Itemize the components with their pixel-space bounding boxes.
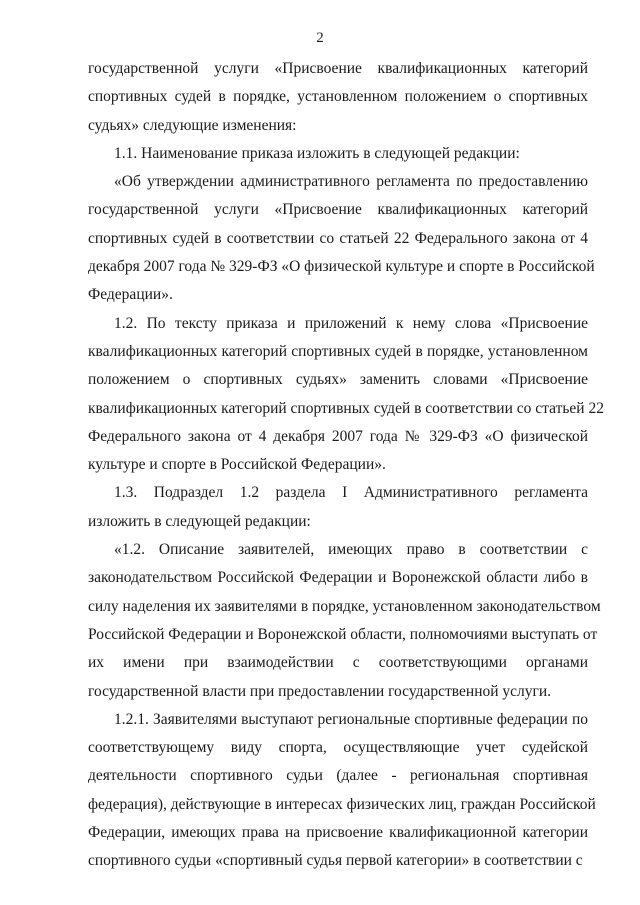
text-line: 1.2. По тексту приказа и приложений к нему слова «Присвоение: [114, 314, 588, 332]
text-line: государственной услуги «Присвоение квалификационных категорий: [88, 60, 588, 77]
paragraph-item-1-2: [88, 310, 604, 480]
text-line: судьях» следующие изменения:: [88, 116, 297, 134]
text-line: квалификационных категорий спортивных судей в порядке, установленном: [88, 342, 588, 360]
paragraph-item-1-2-1: [88, 706, 596, 876]
text-line: 1.2.1. Заявителями выступают региональные спортивные федерации по: [114, 710, 588, 728]
text-line: культуре и спорте в Российской Федерации».: [88, 456, 386, 474]
text-line: «1.2. Описание заявителей, имеющих право в соответствии с: [114, 541, 588, 559]
text-line: Федерации».: [88, 286, 173, 304]
paragraph-intro: [88, 55, 588, 140]
text-line: Российской Федерации и Воронежской области, полномочиями выступать от: [88, 625, 598, 643]
paragraph-item-1-1-text: [88, 168, 595, 309]
text-line: федерация), действующие в интересах физических лиц, граждан Российской: [88, 795, 596, 813]
text-line: спортивных судей в соответствии со статьей 22 Федерального закона от 4: [88, 229, 588, 247]
text-line: соответствующему виду спорта, осуществляющие учет судейской: [88, 739, 588, 757]
paragraph-item-1-3-text: [88, 536, 601, 706]
text-line: «Об утверждении административного регламента по предоставлению: [114, 173, 588, 191]
text-line: государственной власти при предоставлении государственной услуги.: [88, 682, 552, 700]
text-line: Федерального закона от 4 декабря 2007 года № 329-ФЗ «О физической: [88, 427, 588, 445]
text-line: положением о спортивных судьях» заменить словами «Присвоение: [88, 371, 588, 389]
text-line: законодательством Российской Федерации и Воронежской области либо в: [88, 569, 588, 587]
text-line: изложить в следующей редакции:: [88, 512, 311, 530]
text-line: государственной услуги «Присвоение квалификационных категорий: [88, 201, 588, 219]
text-line: деятельности спортивного судьи (далее - региональная спортивная: [88, 767, 588, 785]
text-line: спортивного судьи «спортивный судья первой категории» в соответствии с: [88, 852, 583, 870]
page-number: 2: [316, 30, 324, 46]
text-line: 1.3. Подраздел 1.2 раздела I Административного регламента: [114, 484, 588, 502]
document-body: [88, 55, 604, 876]
text-line: их имени при взаимодействии с соответствующими органами: [88, 654, 588, 672]
paragraph-item-1-3: [88, 479, 588, 536]
text-line: Федерации, имеющих права на присвоение квалификационной категории: [88, 824, 588, 842]
text-line: силу наделения их заявителями в порядке, установленном законодательством: [88, 597, 601, 615]
text-line: декабря 2007 года № 329-ФЗ «О физической культуре и спорте в Российской: [88, 258, 595, 276]
paragraph-item-1-1: [88, 140, 588, 168]
text-line: 1.1. Наименование приказа изложить в следующей редакции:: [114, 144, 520, 162]
text-line: спортивных судей в порядке, установленном положением о спортивных: [88, 88, 588, 106]
text-line: квалификационных категорий спортивных судей в соответствии со статьей 22: [88, 399, 604, 417]
